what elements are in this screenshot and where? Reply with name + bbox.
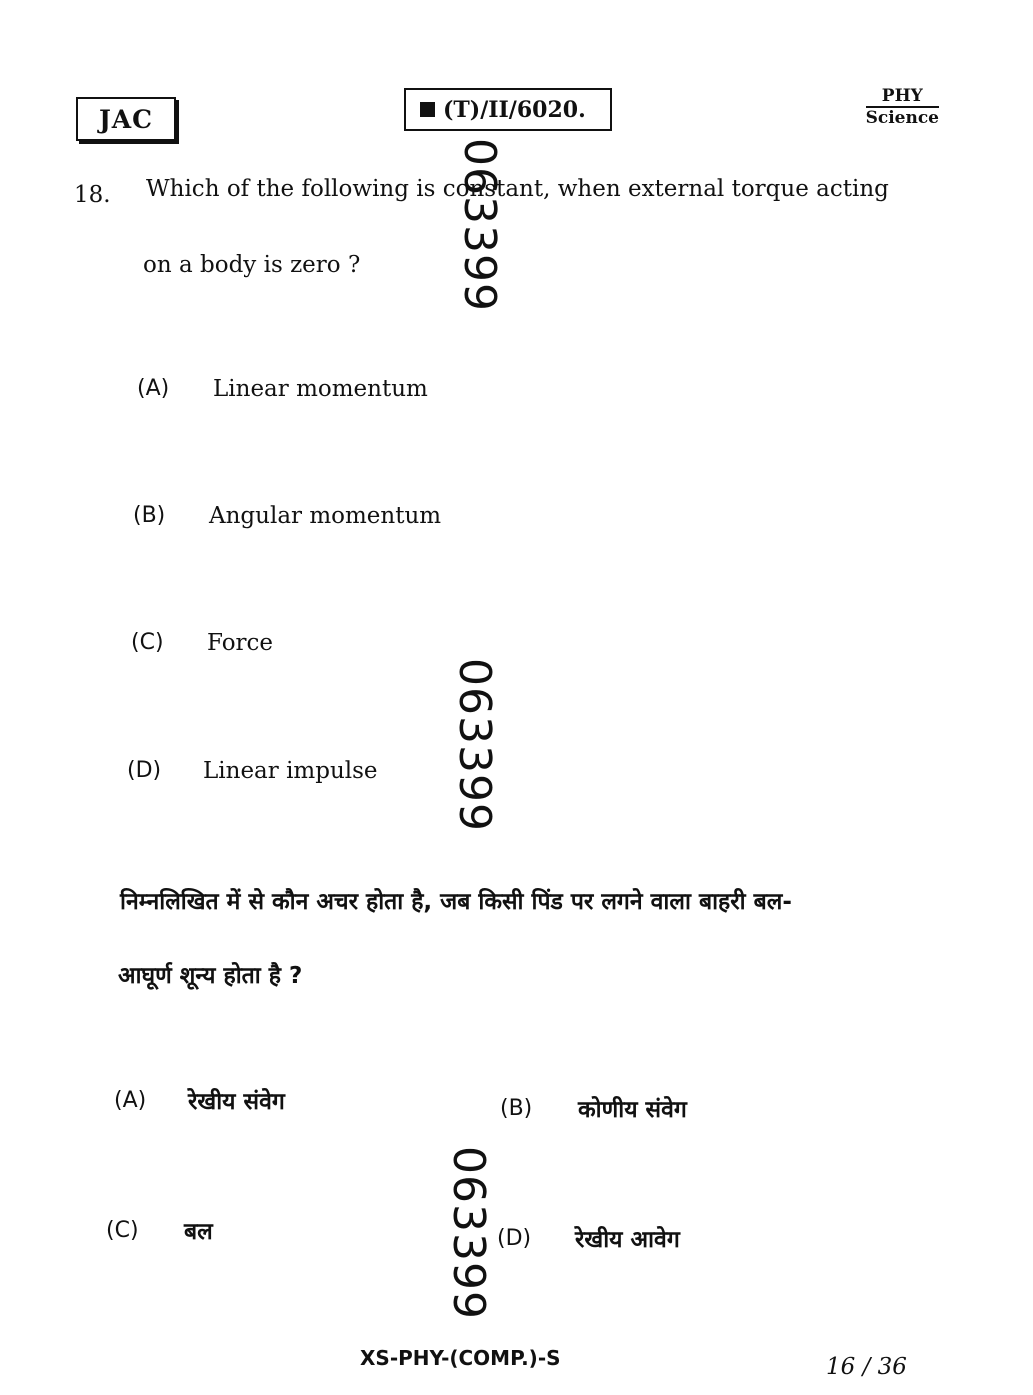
hindi-option-c: [106, 1218, 213, 1245]
option-letter: (A): [114, 1088, 147, 1113]
question-text-line1: Which of the following is constant, when external torque acting: [146, 176, 889, 202]
black-square-icon: [420, 102, 435, 117]
option-letter: (D): [127, 758, 162, 783]
option-text: Linear momentum: [213, 376, 428, 402]
hindi-option-d: [497, 1226, 680, 1253]
option-a: [137, 376, 428, 402]
paper-code-box: [404, 88, 612, 131]
option-letter: (D): [497, 1226, 532, 1251]
paper-code: (T)/II/6020.: [443, 96, 586, 123]
option-letter: (C): [106, 1218, 139, 1243]
option-text: रेखीय आवेग: [575, 1227, 680, 1253]
option-text: Force: [207, 630, 274, 656]
hindi-question-line2: आघूर्ण शून्य होता है ?: [118, 963, 303, 989]
roll-stamp-2: 063399: [449, 658, 500, 832]
board-name: JAC: [98, 104, 154, 134]
question-number: 18.: [74, 182, 111, 208]
board-logo-box: [76, 97, 176, 141]
option-text: Linear impulse: [203, 758, 378, 784]
option-text: कोणीय संवेग: [578, 1097, 687, 1123]
roll-stamp-3: 063399: [443, 1146, 494, 1320]
option-d: [127, 758, 378, 784]
option-letter: (B): [500, 1096, 533, 1121]
question-text-line2: on a body is zero ?: [143, 252, 361, 278]
option-text: बल: [184, 1219, 213, 1245]
hindi-option-b: [500, 1096, 687, 1123]
roll-stamp-1: 063399: [454, 138, 505, 312]
option-text: Angular momentum: [209, 503, 442, 529]
option-letter: (A): [137, 376, 170, 401]
option-c: [131, 630, 274, 656]
option-letter: (C): [131, 630, 164, 655]
option-letter: (B): [133, 503, 166, 528]
option-text: रेखीय संवेग: [188, 1089, 285, 1115]
option-b: [133, 503, 442, 529]
subject-name: Science: [865, 108, 939, 128]
subject-code: PHY: [866, 86, 939, 108]
page-number: 16 / 36: [826, 1354, 907, 1380]
hindi-option-a: [114, 1088, 285, 1115]
footer-paper-code: XS-PHY-(COMP.)-S: [360, 1346, 561, 1370]
hindi-question-line1: निम्नलिखित में से कौन अचर होता है, जब किसी पिंड पर लगने वाला बाहरी बल-: [120, 889, 792, 915]
subject-label: [866, 86, 939, 128]
